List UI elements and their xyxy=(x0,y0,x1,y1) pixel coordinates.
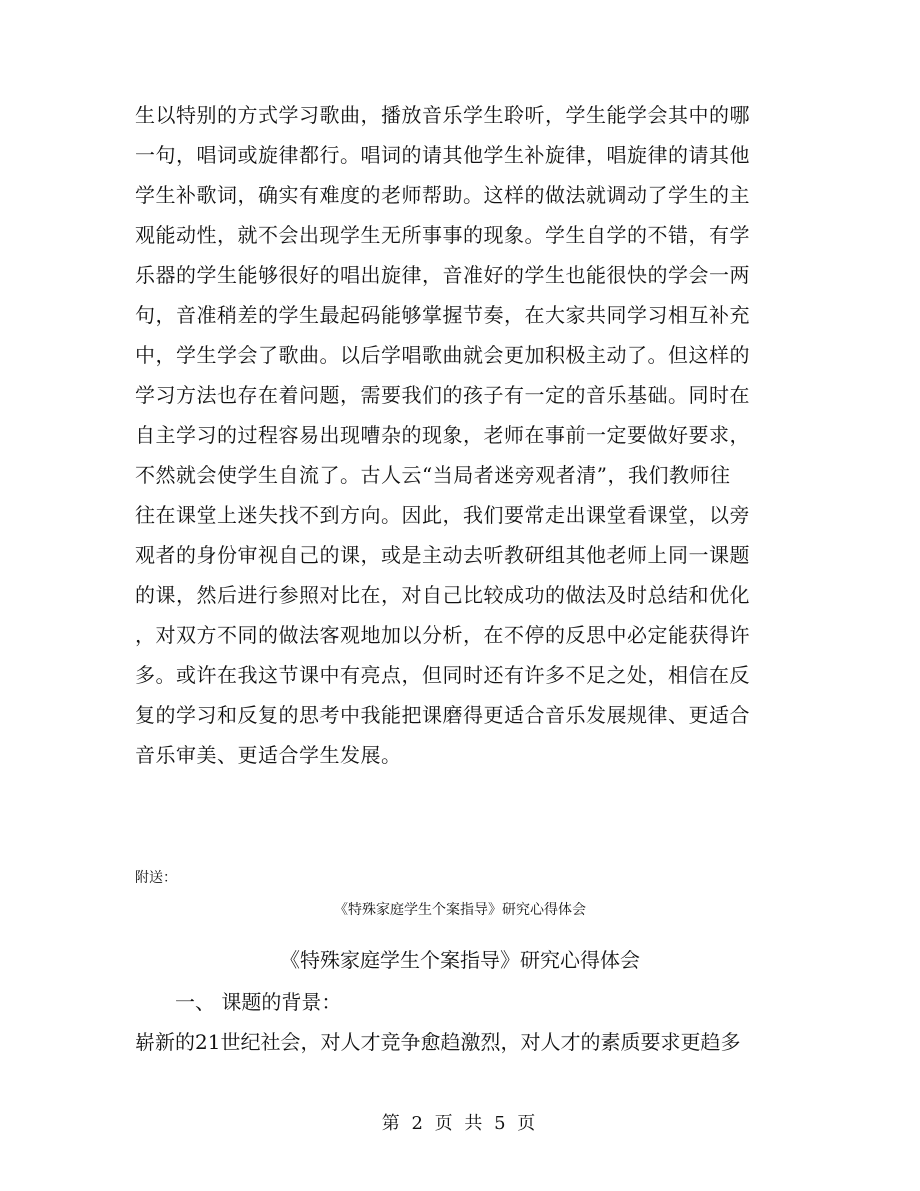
body-line: 乐器的学生能够很好的唱出旋律，音准好的学生也能很快的学会一两 xyxy=(135,263,750,287)
body-line: 句，音准稍差的学生最起码能够掌握节奏，在大家共同学习相互补充 xyxy=(135,303,750,327)
body-line: 不然就会使学生自流了。古人云“当局者迷旁观者清”，我们教师往 xyxy=(135,463,731,487)
body-line: 学习方法也存在着问题，需要我们的孩子有一定的音乐基础。同时在 xyxy=(135,383,750,407)
body-line: 观者的身份审视自己的课，或是主动去听教研组其他老师上同一课题 xyxy=(135,543,750,567)
body-line: 学生补歌词，确实有难度的老师帮助。这样的做法就调动了学生的主 xyxy=(135,183,750,207)
body-paragraph xyxy=(135,95,785,775)
body-line: 多。或许在我这节课中有亮点，但同时还有许多不足之处，相信在反 xyxy=(135,663,750,687)
body-line: 音乐审美、更适合学生发展。 xyxy=(135,743,402,767)
body-line: 复的学习和反复的思考中我能把课磨得更适合音乐发展规律、更适合 xyxy=(135,703,750,727)
attachment-title-small: 《特殊家庭学生个案指导》研究心得体会 xyxy=(334,902,586,918)
body-line: 的课，然后进行参照对比在，对自己比较成功的做法及时总结和优化 xyxy=(135,583,750,607)
body-line: 崭新的21世纪社会，对人才竞争愈趋激烈，对人才的素质要求更趋多 xyxy=(135,1030,741,1054)
body-line: 一句，唱词或旋律都行。唱词的请其他学生补旋律，唱旋律的请其他 xyxy=(135,143,750,167)
body-line: 自主学习的过程容易出现嘈杂的现象，老师在事前一定要做好要求， xyxy=(135,423,750,447)
page-footer: 第 2 页 共 5 页 xyxy=(381,1113,539,1134)
body-line: 中，学生学会了歌曲。以后学唱歌曲就会更加积极主动了。但这样的 xyxy=(135,343,750,367)
body-line: ，对双方不同的做法客观地加以分析，在不停的反思中必定能获得许 xyxy=(135,623,750,647)
body-line: 观能动性，就不会出现学生无所事事的现象。学生自学的不错，有学 xyxy=(135,223,750,247)
attachment-title: 《特殊家庭学生个案指导》研究心得体会 xyxy=(280,948,640,972)
attachment-label: 附送： xyxy=(135,870,177,886)
body-line: 往在课堂上迷失找不到方向。因此，我们要常走出课堂看课堂，以旁 xyxy=(135,503,750,527)
section-heading: 一、 课题的背景： xyxy=(175,990,342,1014)
body-line: 生以特别的方式学习歌曲，播放音乐学生聆听，学生能学会其中的哪 xyxy=(135,103,750,127)
